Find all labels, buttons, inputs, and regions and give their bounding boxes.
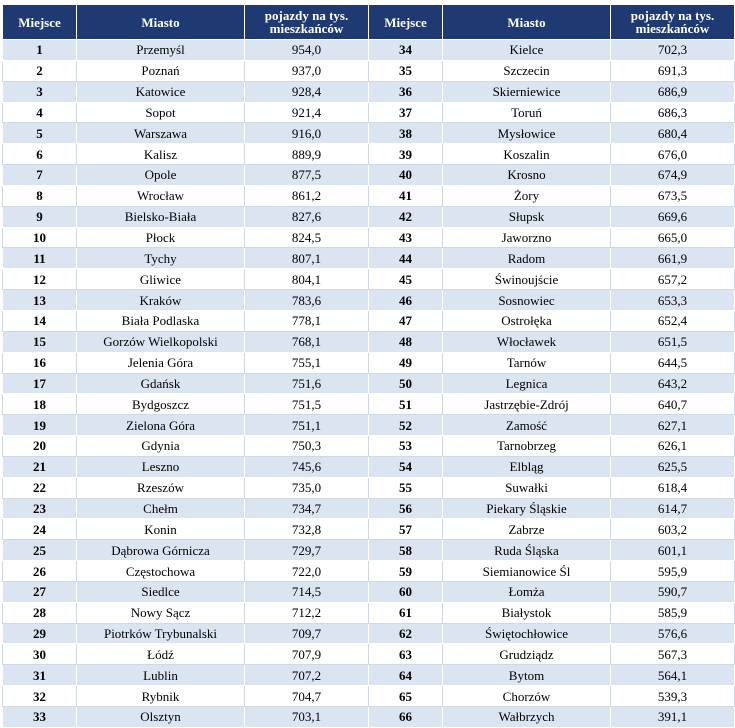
city-cell: Tarnobrzeg xyxy=(443,436,611,457)
table-row xyxy=(3,144,735,165)
city-cell: Kalisz xyxy=(77,144,245,165)
value-cell: 707,9 xyxy=(245,644,369,665)
city-cell: Zielona Góra xyxy=(77,415,245,436)
header-value-left: pojazdy na tys. mieszkańców xyxy=(245,5,369,40)
value-cell: 807,1 xyxy=(245,248,369,269)
city-cell: Warszawa xyxy=(77,123,245,144)
rank-cell: 3 xyxy=(3,81,77,102)
table-row xyxy=(3,623,735,644)
city-cell: Leszno xyxy=(77,456,245,477)
rank-cell: 39 xyxy=(369,144,443,165)
city-cell: Świętochłowice xyxy=(443,623,611,644)
city-cell: Gorzów Wielkopolski xyxy=(77,331,245,352)
rank-cell: 40 xyxy=(369,165,443,186)
city-cell: Siemianowice Śl xyxy=(443,561,611,582)
rank-cell: 5 xyxy=(3,123,77,144)
value-cell: 669,6 xyxy=(611,206,735,227)
value-cell: 644,5 xyxy=(611,352,735,373)
rank-cell: 50 xyxy=(369,373,443,394)
value-cell: 691,3 xyxy=(611,60,735,81)
city-cell: Płock xyxy=(77,227,245,248)
city-cell: Sosnowiec xyxy=(443,290,611,311)
rank-cell: 62 xyxy=(369,623,443,644)
value-cell: 601,1 xyxy=(611,540,735,561)
table-row xyxy=(3,123,735,144)
city-cell: Grudziądz xyxy=(443,644,611,665)
table-row xyxy=(3,185,735,206)
rank-cell: 46 xyxy=(369,290,443,311)
rank-cell: 25 xyxy=(3,540,77,561)
city-cell: Gdynia xyxy=(77,436,245,457)
rank-cell: 31 xyxy=(3,665,77,686)
rank-cell: 1 xyxy=(3,40,77,61)
city-cell: Suwałki xyxy=(443,477,611,498)
rank-cell: 7 xyxy=(3,165,77,186)
value-cell: 661,9 xyxy=(611,248,735,269)
rank-cell: 17 xyxy=(3,373,77,394)
value-cell: 877,5 xyxy=(245,165,369,186)
table-row xyxy=(3,373,735,394)
rank-cell: 12 xyxy=(3,269,77,290)
city-cell: Bielsko-Biała xyxy=(77,206,245,227)
rank-cell: 23 xyxy=(3,498,77,519)
rank-cell: 9 xyxy=(3,206,77,227)
value-cell: 827,6 xyxy=(245,206,369,227)
value-cell: 653,3 xyxy=(611,290,735,311)
rank-cell: 37 xyxy=(369,102,443,123)
table-row xyxy=(3,206,735,227)
value-cell: 751,1 xyxy=(245,415,369,436)
rank-cell: 20 xyxy=(3,436,77,457)
table-row xyxy=(3,248,735,269)
city-cell: Lublin xyxy=(77,665,245,686)
value-cell: 674,9 xyxy=(611,165,735,186)
value-cell: 614,7 xyxy=(611,498,735,519)
city-cell: Łomża xyxy=(443,581,611,602)
table-row xyxy=(3,310,735,331)
city-cell: Sopot xyxy=(77,102,245,123)
table-row xyxy=(3,290,735,311)
table-row xyxy=(3,707,735,728)
city-cell: Żory xyxy=(443,185,611,206)
table-row xyxy=(3,498,735,519)
value-cell: 625,5 xyxy=(611,456,735,477)
rank-cell: 53 xyxy=(369,436,443,457)
city-cell: Kielce xyxy=(443,40,611,61)
rank-cell: 48 xyxy=(369,331,443,352)
value-cell: 686,9 xyxy=(611,81,735,102)
city-cell: Jastrzębie-Zdrój xyxy=(443,394,611,415)
rank-cell: 60 xyxy=(369,581,443,602)
city-cell: Łódź xyxy=(77,644,245,665)
table-row xyxy=(3,81,735,102)
city-cell: Nowy Sącz xyxy=(77,602,245,623)
rank-cell: 38 xyxy=(369,123,443,144)
value-cell: 652,4 xyxy=(611,310,735,331)
value-cell: 722,0 xyxy=(245,561,369,582)
rank-cell: 56 xyxy=(369,498,443,519)
city-cell: Legnica xyxy=(443,373,611,394)
rank-cell: 16 xyxy=(3,352,77,373)
table-row xyxy=(3,415,735,436)
city-cell: Włocławek xyxy=(443,331,611,352)
city-cell: Wałbrzych xyxy=(443,707,611,728)
table-row xyxy=(3,665,735,686)
city-cell: Gdańsk xyxy=(77,373,245,394)
rank-cell: 8 xyxy=(3,185,77,206)
city-cell: Dąbrowa Górnicza xyxy=(77,540,245,561)
rank-cell: 29 xyxy=(3,623,77,644)
city-cell: Siedlce xyxy=(77,581,245,602)
value-cell: 928,4 xyxy=(245,81,369,102)
value-cell: 595,9 xyxy=(611,561,735,582)
city-cell: Częstochowa xyxy=(77,561,245,582)
city-cell: Koszalin xyxy=(443,144,611,165)
rank-cell: 15 xyxy=(3,331,77,352)
city-cell: Toruń xyxy=(443,102,611,123)
value-cell: 673,5 xyxy=(611,185,735,206)
value-cell: 712,2 xyxy=(245,602,369,623)
table-row xyxy=(3,40,735,61)
rank-cell: 21 xyxy=(3,456,77,477)
value-cell: 618,4 xyxy=(611,477,735,498)
city-cell: Konin xyxy=(77,519,245,540)
rank-cell: 30 xyxy=(3,644,77,665)
header-rank-left: Miejsce xyxy=(3,5,77,40)
city-cell: Ostrołęka xyxy=(443,310,611,331)
value-cell: 750,3 xyxy=(245,436,369,457)
value-cell: 640,7 xyxy=(611,394,735,415)
value-cell: 751,6 xyxy=(245,373,369,394)
table-row xyxy=(3,477,735,498)
table-row xyxy=(3,102,735,123)
city-cell: Mysłowice xyxy=(443,123,611,144)
value-cell: 861,2 xyxy=(245,185,369,206)
city-cell: Wrocław xyxy=(77,185,245,206)
rank-cell: 44 xyxy=(369,248,443,269)
rank-cell: 59 xyxy=(369,561,443,582)
city-cell: Przemyśl xyxy=(77,40,245,61)
rank-cell: 24 xyxy=(3,519,77,540)
rank-cell: 61 xyxy=(369,602,443,623)
table-row xyxy=(3,60,735,81)
value-cell: 916,0 xyxy=(245,123,369,144)
value-cell: 627,1 xyxy=(611,415,735,436)
rank-cell: 33 xyxy=(3,707,77,728)
rank-cell: 52 xyxy=(369,415,443,436)
table-row xyxy=(3,602,735,623)
header-city-right: Miasto xyxy=(443,5,611,40)
value-cell: 768,1 xyxy=(245,331,369,352)
rank-cell: 11 xyxy=(3,248,77,269)
table-row xyxy=(3,581,735,602)
city-cell: Krosno xyxy=(443,165,611,186)
city-cell: Poznań xyxy=(77,60,245,81)
rank-cell: 54 xyxy=(369,456,443,477)
city-cell: Szczecin xyxy=(443,60,611,81)
city-cell: Rybnik xyxy=(77,686,245,707)
rank-cell: 63 xyxy=(369,644,443,665)
city-cell: Kraków xyxy=(77,290,245,311)
value-cell: 651,5 xyxy=(611,331,735,352)
value-cell: 704,7 xyxy=(245,686,369,707)
city-cell: Piotrków Trybunalski xyxy=(77,623,245,644)
rank-cell: 22 xyxy=(3,477,77,498)
value-cell: 680,4 xyxy=(611,123,735,144)
city-cell: Skierniewice xyxy=(443,81,611,102)
table-row xyxy=(3,269,735,290)
table-row xyxy=(3,352,735,373)
rank-cell: 55 xyxy=(369,477,443,498)
table-row xyxy=(3,540,735,561)
value-cell: 567,3 xyxy=(611,644,735,665)
rank-cell: 45 xyxy=(369,269,443,290)
city-cell: Białystok xyxy=(443,602,611,623)
value-cell: 937,0 xyxy=(245,60,369,81)
city-cell: Biała Podlaska xyxy=(77,310,245,331)
value-cell: 954,0 xyxy=(245,40,369,61)
city-cell: Rzeszów xyxy=(77,477,245,498)
value-cell: 735,0 xyxy=(245,477,369,498)
rank-cell: 13 xyxy=(3,290,77,311)
value-cell: 626,1 xyxy=(611,436,735,457)
value-cell: 824,5 xyxy=(245,227,369,248)
table-row xyxy=(3,561,735,582)
value-cell: 889,9 xyxy=(245,144,369,165)
value-cell: 657,2 xyxy=(611,269,735,290)
value-cell: 729,7 xyxy=(245,540,369,561)
city-cell: Olsztyn xyxy=(77,707,245,728)
value-cell: 751,5 xyxy=(245,394,369,415)
rank-cell: 51 xyxy=(369,394,443,415)
table-row xyxy=(3,456,735,477)
table-row xyxy=(3,331,735,352)
value-cell: 921,4 xyxy=(245,102,369,123)
rank-cell: 41 xyxy=(369,185,443,206)
value-cell: 734,7 xyxy=(245,498,369,519)
city-cell: Chełm xyxy=(77,498,245,519)
rank-cell: 66 xyxy=(369,707,443,728)
value-cell: 590,7 xyxy=(611,581,735,602)
table-row xyxy=(3,394,735,415)
table-row xyxy=(3,519,735,540)
city-cell: Bydgoszcz xyxy=(77,394,245,415)
table-row xyxy=(3,227,735,248)
value-cell: 686,3 xyxy=(611,102,735,123)
header-city-left: Miasto xyxy=(77,5,245,40)
city-cell: Chorzów xyxy=(443,686,611,707)
city-cell: Jelenia Góra xyxy=(77,352,245,373)
value-cell: 703,1 xyxy=(245,707,369,728)
value-cell: 702,3 xyxy=(611,40,735,61)
city-cell: Opole xyxy=(77,165,245,186)
value-cell: 804,1 xyxy=(245,269,369,290)
city-cell: Zamość xyxy=(443,415,611,436)
value-cell: 585,9 xyxy=(611,602,735,623)
rank-cell: 47 xyxy=(369,310,443,331)
rank-cell: 36 xyxy=(369,81,443,102)
city-cell: Katowice xyxy=(77,81,245,102)
city-cell: Radom xyxy=(443,248,611,269)
value-cell: 709,7 xyxy=(245,623,369,644)
rank-cell: 65 xyxy=(369,686,443,707)
city-cell: Słupsk xyxy=(443,206,611,227)
header-value-right: pojazdy na tys. mieszkańców xyxy=(611,5,735,40)
rank-cell: 10 xyxy=(3,227,77,248)
city-cell: Tychy xyxy=(77,248,245,269)
value-cell: 391,1 xyxy=(611,707,735,728)
city-cell: Ruda Śląska xyxy=(443,540,611,561)
city-cell: Jaworzno xyxy=(443,227,611,248)
city-cell: Tarnów xyxy=(443,352,611,373)
rank-cell: 34 xyxy=(369,40,443,61)
header-row xyxy=(3,5,735,40)
rank-cell: 42 xyxy=(369,206,443,227)
rank-cell: 57 xyxy=(369,519,443,540)
table-row xyxy=(3,686,735,707)
rank-cell: 64 xyxy=(369,665,443,686)
city-cell: Świnoujście xyxy=(443,269,611,290)
rank-cell: 14 xyxy=(3,310,77,331)
table-row xyxy=(3,644,735,665)
city-cell: Zabrze xyxy=(443,519,611,540)
rank-cell: 32 xyxy=(3,686,77,707)
rank-cell: 18 xyxy=(3,394,77,415)
value-cell: 576,6 xyxy=(611,623,735,644)
ranking-table xyxy=(2,4,735,728)
table-body xyxy=(3,40,735,728)
city-cell: Elbląg xyxy=(443,456,611,477)
value-cell: 745,6 xyxy=(245,456,369,477)
value-cell: 755,1 xyxy=(245,352,369,373)
value-cell: 707,2 xyxy=(245,665,369,686)
value-cell: 564,1 xyxy=(611,665,735,686)
rank-cell: 58 xyxy=(369,540,443,561)
value-cell: 732,8 xyxy=(245,519,369,540)
table-row xyxy=(3,436,735,457)
value-cell: 714,5 xyxy=(245,581,369,602)
value-cell: 643,2 xyxy=(611,373,735,394)
rank-cell: 6 xyxy=(3,144,77,165)
rank-cell: 2 xyxy=(3,60,77,81)
value-cell: 676,0 xyxy=(611,144,735,165)
table-row xyxy=(3,165,735,186)
rank-cell: 28 xyxy=(3,602,77,623)
header-rank-right: Miejsce xyxy=(369,5,443,40)
city-cell: Bytom xyxy=(443,665,611,686)
value-cell: 778,1 xyxy=(245,310,369,331)
rank-cell: 49 xyxy=(369,352,443,373)
rank-cell: 4 xyxy=(3,102,77,123)
city-cell: Gliwice xyxy=(77,269,245,290)
rank-cell: 19 xyxy=(3,415,77,436)
value-cell: 783,6 xyxy=(245,290,369,311)
value-cell: 539,3 xyxy=(611,686,735,707)
rank-cell: 27 xyxy=(3,581,77,602)
value-cell: 603,2 xyxy=(611,519,735,540)
rank-cell: 35 xyxy=(369,60,443,81)
rank-cell: 43 xyxy=(369,227,443,248)
value-cell: 665,0 xyxy=(611,227,735,248)
city-cell: Piekary Śląskie xyxy=(443,498,611,519)
rank-cell: 26 xyxy=(3,561,77,582)
